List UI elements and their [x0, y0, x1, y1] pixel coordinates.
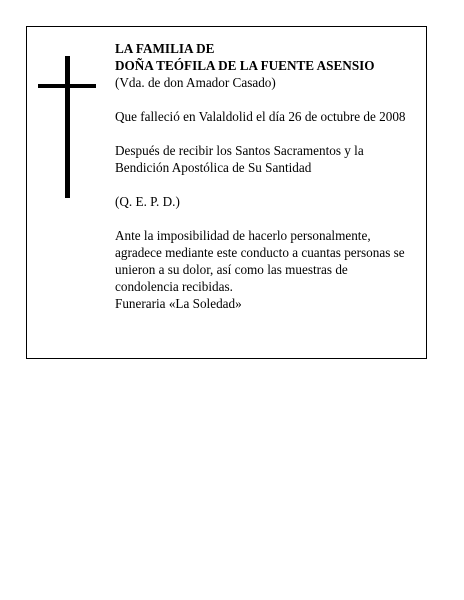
- family-heading: LA FAMILIA DE: [115, 41, 215, 56]
- cross-icon-bar: [38, 84, 96, 88]
- obituary-notice: [26, 26, 427, 359]
- thanks-line-4: condolencia recibidas.: [115, 279, 233, 294]
- cross-icon: [65, 56, 70, 198]
- thanks-line-3: unieron a su dolor, así como las muestras de: [115, 262, 348, 277]
- widow-of-line: (Vda. de don Amador Casado): [115, 75, 276, 90]
- notice-text: [115, 40, 420, 312]
- deceased-name: DOÑA TEÓFILA DE LA FUENTE ASENSIO: [115, 58, 375, 73]
- thanks-line-2: agradece mediante este conducto a cuantas personas se: [115, 245, 405, 260]
- funeral-home-line: Funeraria «La Soledad»: [115, 296, 242, 311]
- sacraments-line-2: Bendición Apostólica de Su Santidad: [115, 160, 312, 175]
- rip-line: (Q. E. P. D.): [115, 194, 180, 209]
- thanks-line-1: Ante la imposibilidad de hacerlo personalmente,: [115, 228, 371, 243]
- death-date-line: Que falleció en Valaldolid el día 26 de octubre de 2008: [115, 109, 406, 124]
- thanks-paragraph: [115, 227, 420, 295]
- sacraments-line-1: Después de recibir los Santos Sacramentos y la: [115, 143, 364, 158]
